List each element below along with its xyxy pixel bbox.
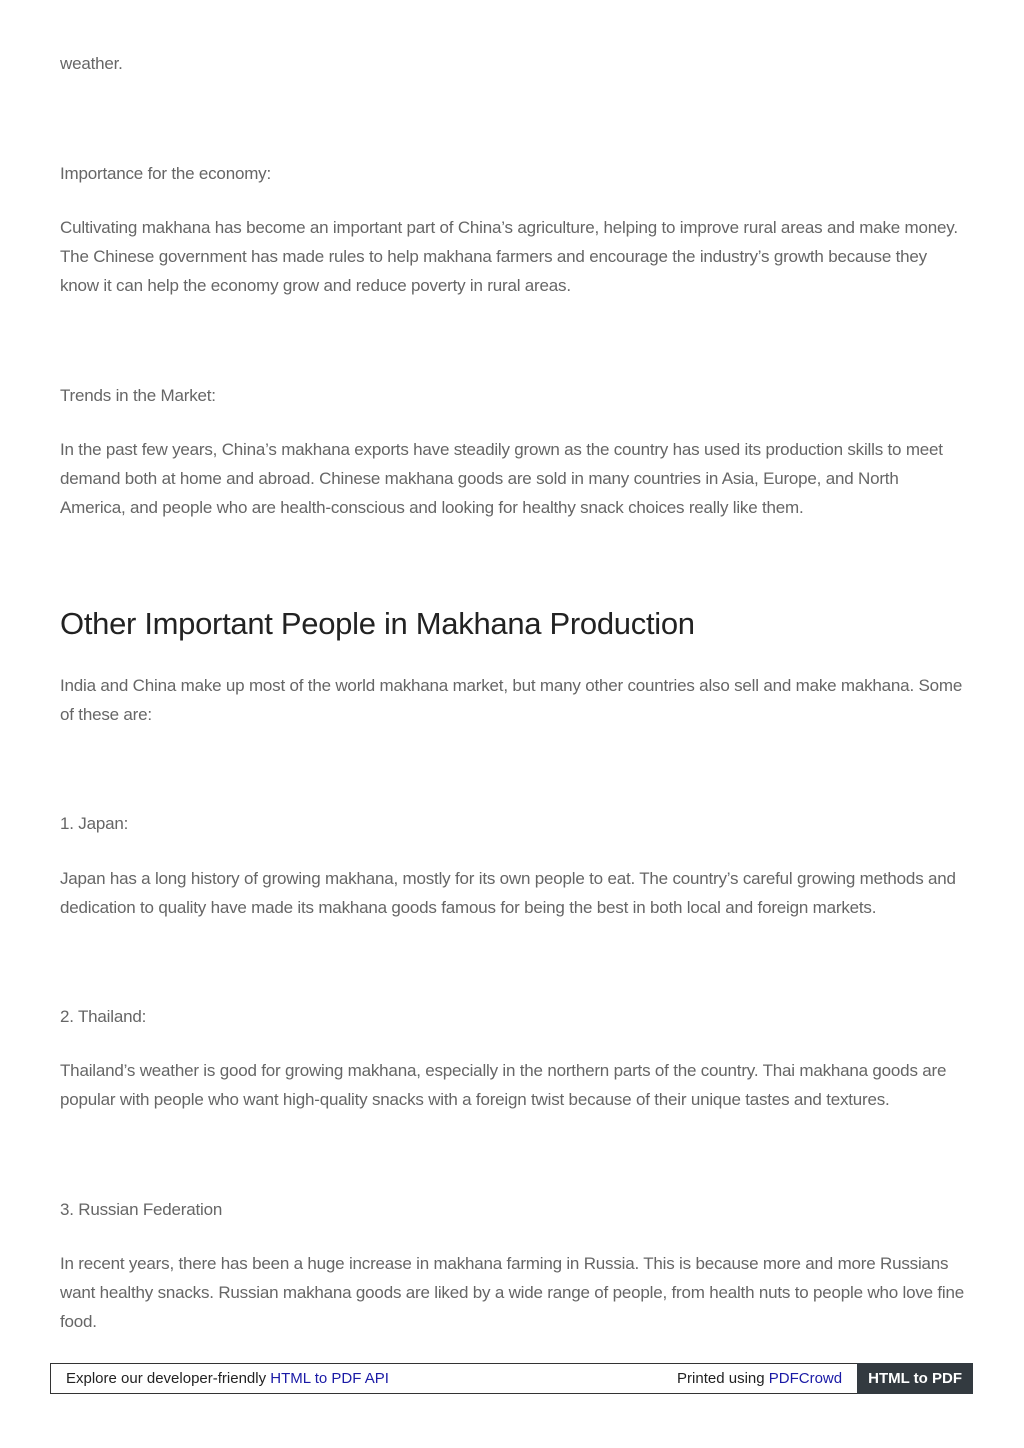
section-title: Other Important People in Makhana Production: [60, 606, 695, 641]
subheading-economy: Importance for the economy:: [60, 164, 271, 183]
paragraph-intro: India and China make up most of the world makhana market, but many other countries also sell and make makhana. Some of these are:: [60, 676, 963, 724]
pdfcrowd-link[interactable]: PDFCrowd: [768, 1370, 843, 1387]
paragraph-weather-tail: weather.: [60, 54, 123, 73]
subheading-japan: 1. Japan:: [60, 814, 129, 833]
paragraph-thailand: Thailand’s weather is good for growing makhana, especially in the northern parts of the country. Thai makhana goods are popular with people who want high-quality snacks with a foreign twist because of their unique tastes and textures.: [60, 1061, 947, 1109]
footer-printed-text: Printed using: [677, 1370, 769, 1387]
paragraph-trends: In the past few years, China’s makhana exports have steadily grown as the country has used its production skills to meet demand both at home and abroad. Chinese makhana goods are sold in many countries in Asia, Europe, and North America, and people who are health-conscious and looking for healthy snack choices really like them.: [60, 440, 943, 517]
footer-explore-text: Explore our developer-friendly: [66, 1370, 271, 1387]
paragraph-russia: In recent years, there has been a huge increase in makhana farming in Russia. This is because more and more Russians want healthy snacks. Russian makhana goods are liked by a wide range of people, from health nuts to people who love fine food.: [60, 1254, 965, 1331]
paragraph-japan: Japan has a long history of growing makhana, mostly for its own people to eat. The country’s careful growing methods and dedication to quality have made its makhana goods famous for being the best in both local and foreign markets.: [60, 869, 956, 917]
html-to-pdf-badge[interactable]: HTML to PDF: [857, 1363, 973, 1394]
footer-explore: [51, 1370, 677, 1387]
subheading-russia: 3. Russian Federation: [60, 1200, 223, 1219]
html-to-pdf-api-link[interactable]: HTML to PDF API: [270, 1370, 389, 1387]
footer-printed: [677, 1370, 857, 1387]
subheading-thailand: 2. Thailand:: [60, 1007, 147, 1026]
pdf-footer-banner: [50, 1363, 973, 1394]
paragraph-economy: Cultivating makhana has become an important part of China’s agriculture, helping to improve rural areas and make money. The Chinese government has made rules to help makhana farmers and encourage the industry’s growth because they know it can help the economy grow and reduce poverty in rural areas.: [60, 218, 958, 295]
subheading-trends: Trends in the Market:: [60, 386, 216, 405]
